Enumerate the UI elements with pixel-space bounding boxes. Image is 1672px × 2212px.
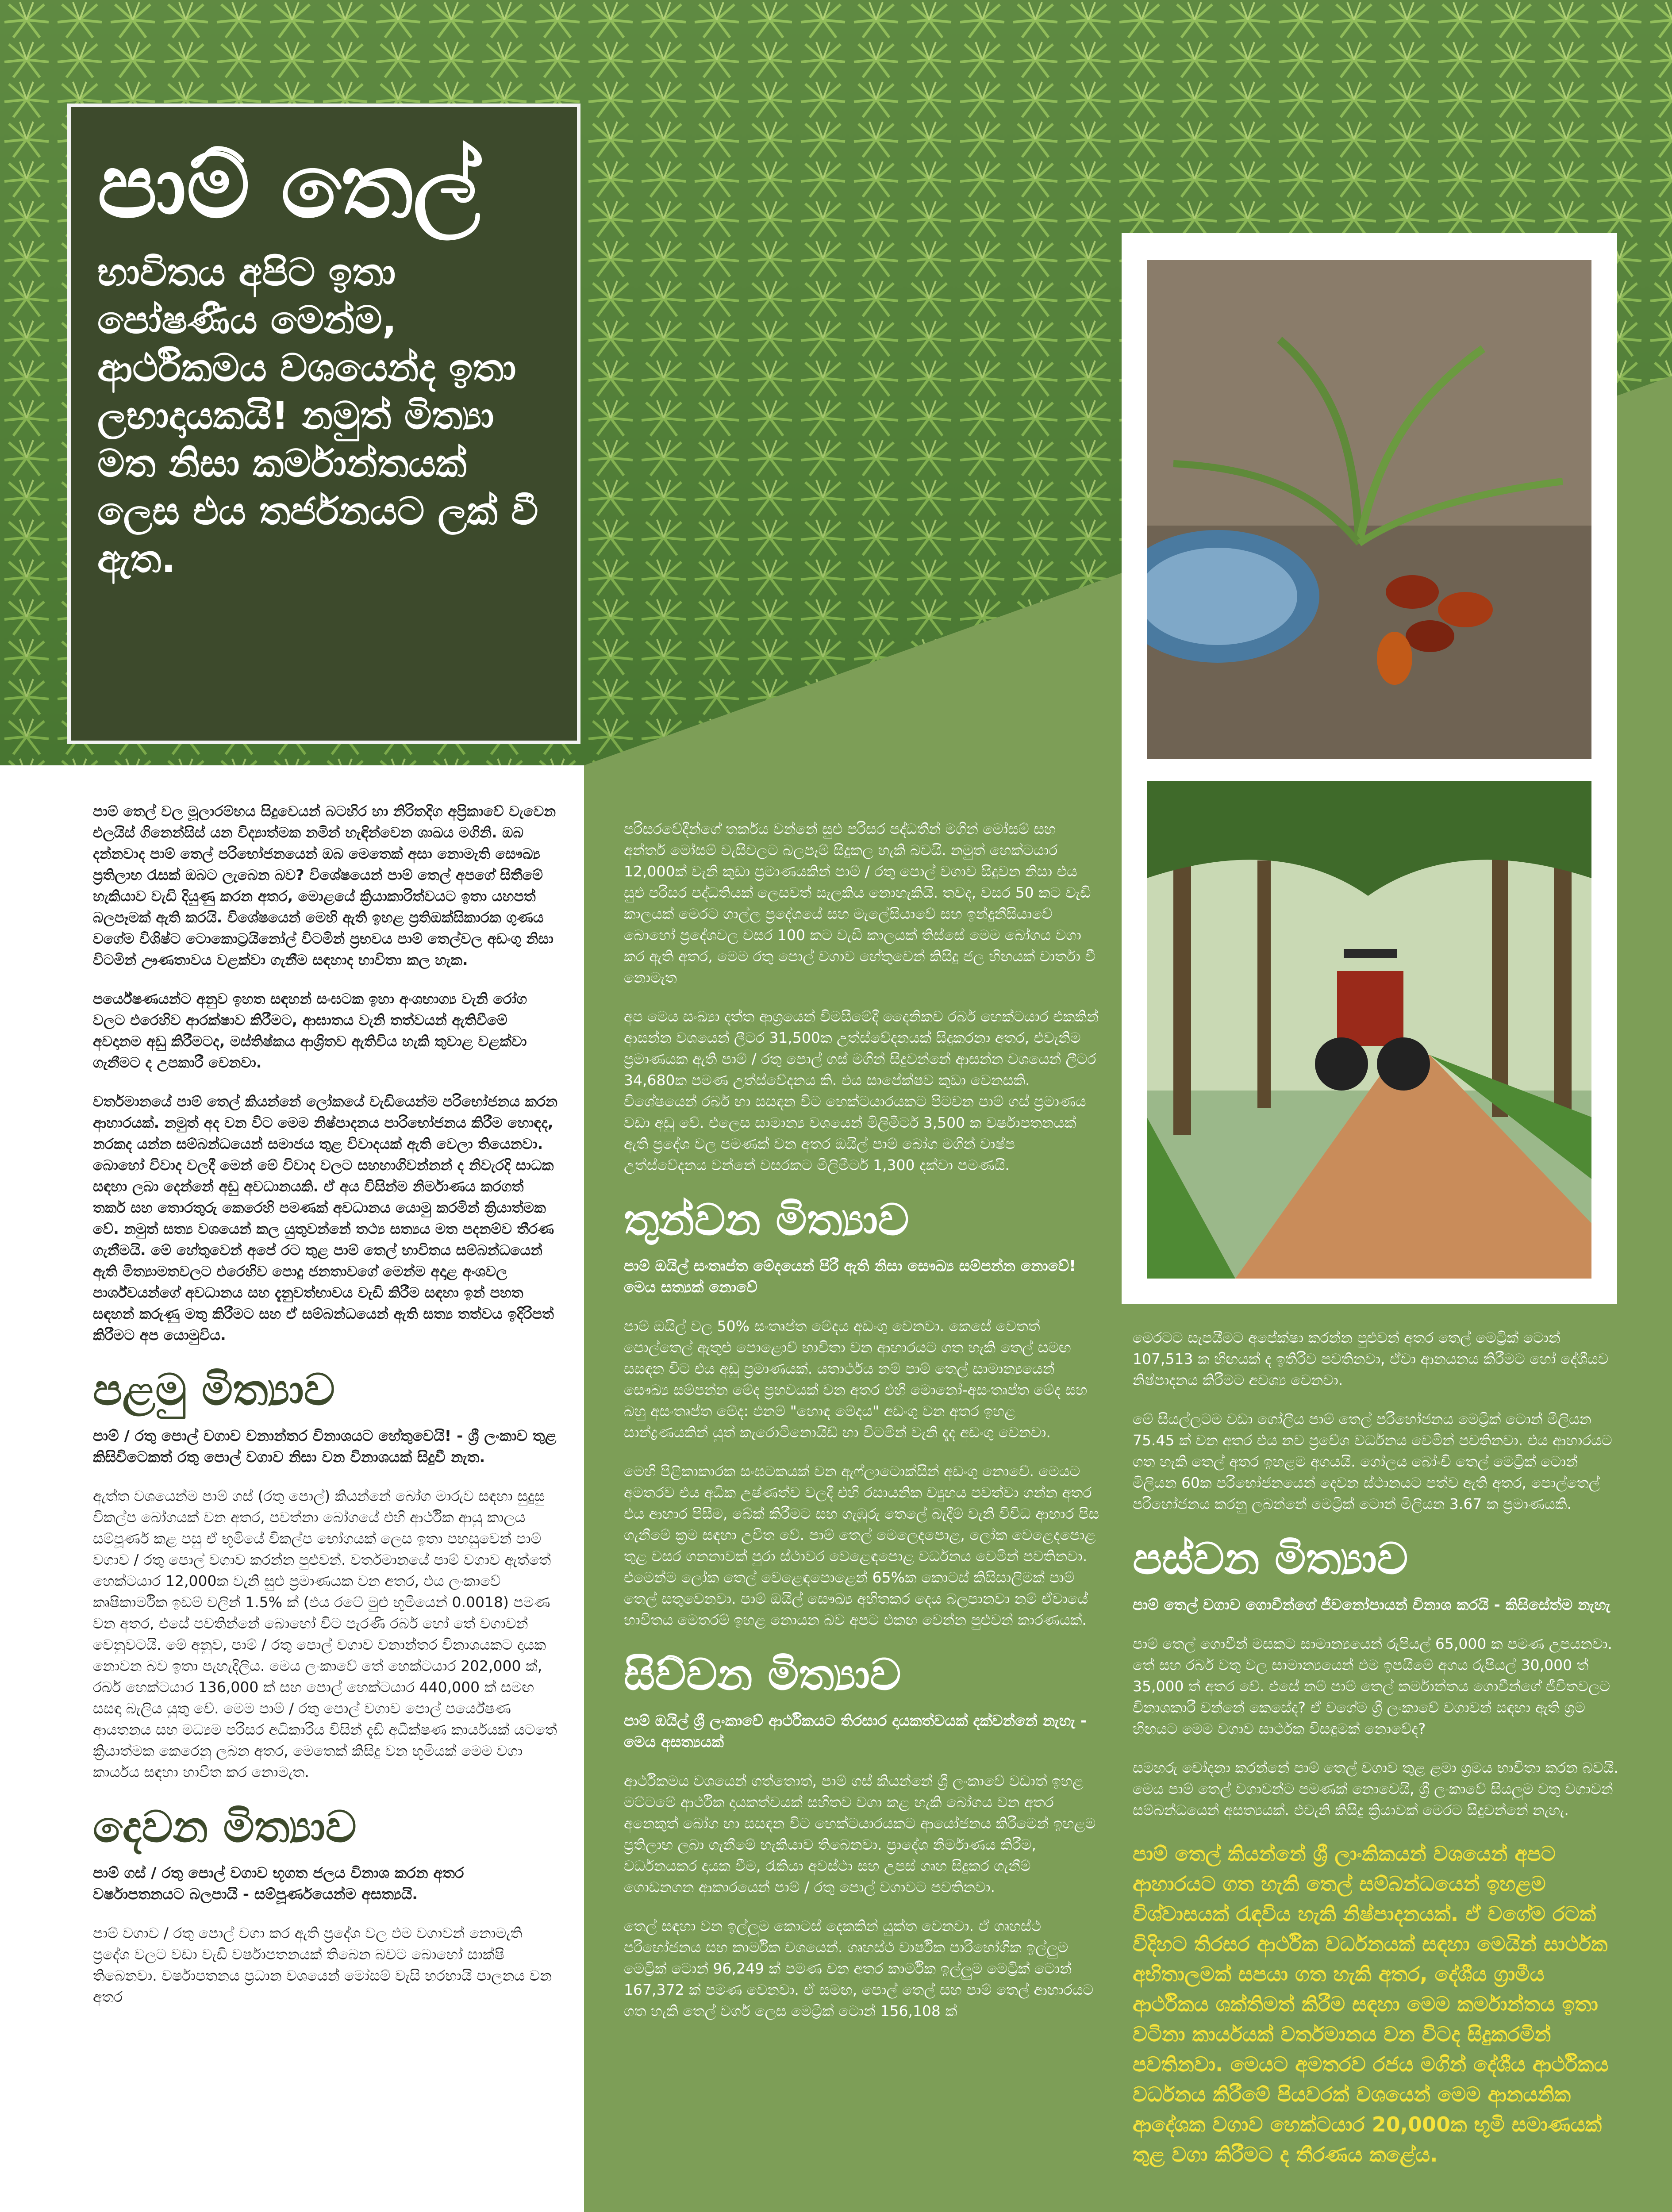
myth-4-title: සිව්වන මිත්‍යාව xyxy=(624,1650,901,1700)
myth-5-subtitle: පාම් තෙල් වගාව ගොවීන්ගේ ජීවනෝපායන් විනාශ කරයි - කිසිසේත්ම නැහැ xyxy=(1133,1596,1611,1614)
palm-seedling-photo xyxy=(1147,260,1591,759)
myth-3-title: තුන්වන මිත්‍යාව xyxy=(624,1195,909,1245)
right-paragraph-2: මේ සියල්ලටම වඩා ගෝලීය පාම් තෙල් පරිභෝජනය මෙට්‍රික් ටොන් මිලියන 75.45 ක් වන අතර එය නව ප්‍රවේශ වර්ධනය වෙමින් පවතිනවා. එය ආහාරයට ගත හැකි තෙල් අතර ඉහළම අගයයි. ගෝලය බෝංචි තෙල් මෙට්‍රික් ටොන් මිලියන 60ක පරිභෝජනයෙන් දෙවන ස්ථානයට පත්ව ඇති අතර, පොල්තෙල් පරිභෝජනය කරනු ලබන්නේ මෙට්‍රික් ටොන් මිලියන 3.67 ක ප්‍රමාණයකි. xyxy=(1133,1410,1612,1513)
column-right xyxy=(1133,1327,1619,2187)
conclusion-highlight: පාම් තෙල් කියන්නේ ශ්‍රී ලාංකිකයන් වශයෙන් අපට ආහාරයට ගත හැකි තෙල් සම්බන්ධයෙන් ඉහළම විශ්වාසයක් රැඳවිය හැකි නිෂ්පාදනයක්. ඒ වගේම රටක් විදිහට තිරසර ආර්ථික වර්ධනයක් සඳහා මෙයින් සාර්ථක අභිතාලමක් සපයා ගත හැකි අතර, දේශීය ග්‍රාමීය ආර්ථිකය ශක්තිමත් කිරීම සඳහා මෙම කර්මාන්තය ඉතා වටිනා කාර්යයක් වර්තමානය වන විටද සිදුකරමින් පවතිනවා. මෙයට අමතරව රජය මගින් දේශීය ආර්ථිකය වර්ධනය කිරීමේ පියවරක් වශයෙන් මෙම ආනයනික ආදේශක වගාව හෙක්ටයාර 20,000ක භූමි සමාණයක් තුළ වගා කිරීමට ද තීරණය කළේය. xyxy=(1133,1842,1609,2166)
intro-paragraph-3: වර්තමානයේ පාම් තෙල් කියන්නේ ලෝකයේ වැඩියෙන්ම පරිභෝජනය කරන ආහාරයක්. නමුත් අද වන විට මෙම නිෂ්පාදනය පාරිභෝජනය කිරීම හොඳද, නරකද යන්න සම්බන්ධයෙන් සමාජය තුළ විවාදයක් ඇති වෙලා තියෙනවා. බොහෝ විවාද වලදී මෙන් මේ විවාද වලට සහභාගිවන්නන් ද නිවැරදි සාධක සඳහා ලබා දෙන්නේ අඩු අවධානයකි. ඒ අය විසින්ම නිර්මාණය කරගත් තර්ක සහ තොරතුරු කෙරෙහි පමණක් අවධානය යොමු කරමින් ක්‍රියාත්මක වේ. නමුත් සත්‍ය වශයෙන් කල යුතුවන්නේ තථ්‍ය සත්‍යය මත පදනම්ව තීරණ ගැනීමයි. මේ හේතුවෙන් අපේ රට තුළ පාම් තෙල් භාවිතය සම්බන්ධයෙන් ඇති මිත්‍යාමතවලට එරෙහිව පොදු ජනතාවගේ මෙන්ම අදාළ අංශවල පාර්ශ්වයන්ගේ අවධානය සහ දැනුවත්භාවය වැඩි කිරීම සඳහා ඉන් පහත සඳහන් කරුණු මතු කිරීමට සහ ඒ සම්බන්ධයෙන් ඇති සත්‍ය තත්වය ඉදිරිපත් කිරීමට අප යොමුවිය. xyxy=(93,1093,557,1344)
middle-paragraph-1: පරිසරවේදීන්ගේ තර්කය වන්නේ සුළු පරිසර පද්ධතීන් මගින් මෝසම් සහ අන්තර් මෝසම් වැසිවලට බලපෑම් සිදුකල හැකි බවයි. නමුත් හෙක්ටයාර 12,000ක් වැනි කුඩා ප්‍රමාණයකින් පාම් / රතු පොල් වගාව සිදුවන නිසා එය සුළු පරිසර පද්ධතියක් ලෙසවත් සැලකිය නොහැකියි. තවද, වසර 50 කට වැඩි කාලයක් මෙරට ගාල්ල ප්‍රදේශයේ සහ මැලේසියාවේ සහ ඉන්දුනීසියාවේ බොහෝ ප්‍රදේශවල වසර 100 කට වැඩි කාලයක් තිස්සේ මෙම බෝගය වගා කර ඇති අතර, මෙම රතු පොල් වගාව හේතුවෙන් කිසිදු ජල හිඟයක් වාර්තා වී නොමැත xyxy=(624,820,1096,986)
myth-5-body-2: සමහරු චෝදනා කරන්නේ පාම් තෙල් වගාව තුළ ළමා ශ්‍රමය භාවිතා කරන බවයි. මෙය පාම් තෙල් වගාවන්ට පමණක් නොවෙයි, ශ්‍රී ලංකාවේ සියලුම වතු වගාවන් සම්බන්ධයෙන් අසත්‍යයක්. එවැනි කිසිදු ක්‍රියාවක් මෙරට සිදුවන්නේ නැහැ. xyxy=(1133,1759,1618,1819)
myth-4-body-2: තෙල් සඳහා වන ඉල්ලුම කොටස් දෙකකින් යුක්ත වෙනවා. ඒ ගෘහස්ථ පරිභෝජනය සහ කාර්මික වශයෙන්. ගෘහස්ථ වාර්ෂික පාරිභෝගික ඉල්ලුම මෙට්‍රික් ටොන් 96,249 ක් පමණ වන අතර කාර්මික ඉල්ලුම මෙට්‍රික් ටොන් 167,372 ක් පමණ වෙනවා. ඒ සමඟ, පොල් තෙල් සහ පාම් තෙල් ආහාරයට ගත හැකි තෙල් වර්ග ලෙස මෙට්‍රික් ටොන් 156,108 ක් xyxy=(624,1917,1094,2020)
intro-paragraph-1: පාම් තෙල් වල මූලාරම්භය සිදුවෙයන් බටහිර හා නිරිතදිග අප්‍රිකාවේ වැවෙන එලයිස් ගිනෙන්සිස් යන විද්‍යාත්මක නමින් හැඳින්වෙන ශාඛය මගිනි. ඔබ දන්නවාද පාම් තෙල් පරිභෝජනයෙන් ඔබ මෙතෙක් අසා නොමැති සෞඛ්‍ය ප්‍රතිලාභ රැසක් ඔබට ලැබෙන බව? විශේෂයෙන් පාම් තෙල් අපගේ සිතීමේ හැකියාව වැඩි දියුණු කරන අතර, මොළයේ ක්‍රියාකාරිත්වයට ඉතා යහපත් බලපෑමක් ඇති කරයි. විශේෂයෙන් මෙහි ඇති ඉහළ ප්‍රතිඔක්සිකාරක ගුණය වගේම විශිෂ්ට ටොකොට්‍රයිනෝල් විටමින් ප්‍රභවය පාම් තෙල්වල අඩංගු නිසා විටමින් ඌණතාවය වළක්වා ගැනීම සඳහාද භාවිතා කල හැක. xyxy=(93,803,556,968)
myth-1-body: ඇත්ත වශයෙන්ම පාම් ගස් (රතු පොල්) කියන්නේ බෝග මාරුව සඳහා සුදුසු විකල්ප බෝගයක් වන අතර, පවත්නා බෝගයේ එහි ආර්ථික ආයු කාලය සම්පූර්ණ කළ පසු ඒ භූමියේ විකල්ප භෝගයක් ලෙස ඉතා පහසුවෙන් පාම් වගාව / රතු පොල් වගාව කරන්න පුළුවන්. වර්තමානයේ පාම් වගාව ඇත්තේ හෙක්ටයාර 12,000ක වැනි සුළු ප්‍රමාණයක වන අතර, එය ලංකාවේ කෘෂිකාර්මික ඉඩම් වලින් 1.5% ක් (එය රටේ මුළු භූමියෙන් 0.0018) පමණ වන අතර, එසේ පවතින්නේ බොහෝ විට පැරණි රබර් හෝ තේ වගාවන් වෙනුවටයි. මේ අනුව, පාම් / රතු පොල් වගාව වනාන්තර විනාශයකට දායක නොවන බව ඉතා පැහැදිලිය. මෙය ලංකාවේ තේ හෙක්ටයාර 202,000 ක්, රබර් හෙක්ටයාර 136,000 ක් සහ පොල් හෙක්ටයාර 440,000 ක් සමඟ සසඳා බැලිය යුතු වේ. මෙම පාම් / රතු පොල් වගාව පොල් පර්යේෂණ ආයතනය සහ මධ්‍යම පරිසර අධිකාරිය විසින් දැඩි අධීක්ෂණ කාර්යයක් යටතේ ක්‍රියාත්මක කෙරෙනු ලබන අතර, මෙතෙක් කිසිදු වන භූමියක් මෙම වගා කාර්යය සඳහා භාවිත කර නොමැත. xyxy=(93,1487,557,1781)
myth-1-subtitle: පාම් / රතු පොල් වගාව වනාන්තර විනාශයට හේතුවෙයි! - ශ්‍රී ලංකාව තුළ කිසිවිටෙකත් රතු පොල් වගාව නිසා වන විනාශයක් සිදුවී නැත. xyxy=(93,1427,557,1466)
page-title: පාම් තෙල් xyxy=(97,135,480,238)
column-middle xyxy=(624,818,1102,2039)
myth-2-subtitle: පාම් ගස් / රතු පොල් වගාව භූගත ජලය විනාශ කරන අතර වර්ෂාපතනයට බලපායි - සම්පූර්ණයෙන්ම අසත්‍යයි. xyxy=(93,1864,464,1903)
myth-5-title: පස්වන මිත්‍යාව xyxy=(1133,1534,1408,1584)
myth-2-title: දෙවන මිත්‍යාව xyxy=(93,1802,357,1852)
myth-1-title: පළමු මිත්‍යාව xyxy=(93,1365,335,1415)
intro-paragraph-2: පර්යේෂණයන්ට අනුව ඉහත සඳහන් සංඝටක ඉහා අංශභාග්‍ය වැනි රෝග වලට එරෙහිව ආරක්ෂාව කිරීමට, ආඝාතය වැනි තත්වයන් ඇතිවීමේ අවදානම අඩු කිරීමටද, මස්තිෂ්කය ආශ්‍රිතව ඇතිවිය හැකි තුවාළ වළක්වා ගැනීමට ද උපකාරී වෙනවා. xyxy=(93,990,527,1071)
column-left xyxy=(93,801,557,2025)
page-subtitle: භාවිතය අපිට ඉතා පෝෂණීය මෙන්ම, ආර්ථිකමය වශයෙන්ද ඉතා ලභාදායකයි! නමුත් මිත්‍යා මත නිසා කර්මාන්තයක් ලෙස එය තර්ජනයට ලක් වී ඇත. xyxy=(97,250,538,581)
myth-3-subtitle: පාම් ඔයිල් සංතෘප්ත මේදයෙන් පිරී ඇති නිසා සෞඛ්‍ය සම්පන්න නොවේ! මෙය සත්‍යක් නොවේ xyxy=(624,1257,1076,1296)
tractor-plantation-photo xyxy=(1147,781,1591,1279)
myth-5-body-1: පාම් තෙල් ගොවීන් මසකට සාමාන්‍යයෙන් රුපියල් 65,000 ක පමණ උපයනවා. තේ සහ රබර් වතු වල සාමාන්‍යයෙන් එම ඉපයීමේ අගය රුපියල් 30,000 ත් 35,000 ත් අතර වේ. එසේ නම් පාම් තෙල් කර්මාන්තය ගොවීන්ගේ ජීවිතවලට විනාශකාරී වන්නේ කෙසේද? ඒ වගේම ශ්‍රී ලංකාවේ වගාවන් සඳහා ඇති ශ්‍රම හිඟයට මෙම වගාව සාර්ථක විසඳුමක් නොවේද? xyxy=(1133,1635,1612,1737)
myth-4-subtitle: පාම් ඔයිල් ශ්‍රී ලංකාවේ ආර්ථිකයට තිරසාර දායකත්වයක් දක්වන්නේ නැහැ - මෙය අසත්‍යයක් xyxy=(624,1712,1087,1751)
title-box xyxy=(67,104,580,744)
myth-4-body-1: ආර්ථිකමය වශයෙන් ගත්තොත්, පාම් ගස් කියන්නේ ශ්‍රී ලංකාවේ වඩාත් ඉහළ මට්ටමේ ආර්ථික දායකත්වයක් සහිතව වගා කළ හැකි බෝගය වන අතර අනෙකුත් බෝග හා සසඳන විට හෙක්ටයාරයකට ආයෝජනය කිරීමෙන් ඉහළම ප්‍රතිලාභ ලබා ගැනීමේ හැකියාව තිබෙනවා. ප්‍රාදේශ නිර්මාණය කිරීම, වර්ධනයකර දායක වීම, රැකියා අවස්ථා සහ උපස් ගෘහ සිදුකර ගැනීම් ගොඩනගන ආකාරයෙන් පාම් / රතු පොල් වගාවට පවතිනවා. xyxy=(624,1772,1096,1896)
myth-2-body: පාම් වගාව / රතු පොල් වගා කර ඇති ප්‍රදේශ වල එම වගාවන් නොමැති ප්‍රදේශ වලට වඩා වැඩි වර්ෂාපතනයක් තිබෙන බවට බොහෝ සාක්ෂි තිබෙනවා. වර්ෂාපතනය ප්‍රධාන වශයෙන් මෝසම් වැසි හරහායි පාලනය වන අතර xyxy=(93,1924,552,2005)
middle-paragraph-2: අප මෙය සංඛ්‍යා දත්ත ආශ්‍රයෙන් විමසීමේදී දෛනිකව රබර් හෙක්ටයාර එකකින් ආසන්න වශයෙන් ලීටර 31,500ක උත්ස්වේදනයක් සිදුකරනා අතර, එවැනිම ප්‍රමාණයක ඇති පාම් / රතු පොල් ගස් මගින් සිදුවන්නේ ආසන්න වශයෙන් ලීටර 34,680ක පමණ උත්ස්වේදනය කි. එය සාපේක්ෂව කුඩා වෙනසකි. විශේෂයෙන් රබර් හා සසඳන විට හෙක්ටයාරයකට පිටවන පාම් ගස් ප්‍රමාණය වඩා අඩු වේ. එලෙස සාමාන්‍ය වශයෙන් මිලිමීටර් 3,500 ක වර්ෂාපතනයක් ඇති ප්‍රදේශ වල පමණක් වන අතර ඔයිල් පාම් බෝග මගින් වාෂ්ප උත්ස්වේදනය වන්නේ වසරකට මිලිමීටර් 1,300 දක්වා පමණයි. xyxy=(624,1008,1099,1174)
right-paragraph-1: මෙරටට සැපයීමට අපේක්ෂා කරන්න පුළුවන් අතර තෙල් මෙට්‍රික් ටොන් 107,513 ක හිඟයක් ද ඉතිරිව පවතිනවා, ඒවා ආනයනය කිරීමට හෝ දේශීයව නිෂ්පාදනය කිරීමට අවශ්‍ය වෙනවා. xyxy=(1133,1329,1609,1389)
myth-3-body-1: පාම් ඔයිල් වල 50% සංතෘප්ත මේදය අඩංගු වෙනවා. කෙසේ වෙතත් පොල්තෙල් ඇතුළු පොළොව් භාවිතා වන ආහාරයට ගත හැකි තෙල් සමඟ සසඳන විට එය අඩු ප්‍රමාණයක්. යතාර්ථය නම් පාම් තෙල් සාමාන්‍යයෙන් සෞඛ්‍ය සම්පන්න මේද ප්‍රභවයක් වන අතර එහි මොනෝ-අසංතෘප්ත මේද සහ බහු අසංතෘප්ත මේද: එනම් "හොඳ මේදය" අඩංගු වන අතර ඉහළ සාන්ද්‍රණයකින් යුත් කැරොටිනොයිඩ් හා විටමින් වැනි දෑද අඩංගු වෙනවා. xyxy=(624,1317,1088,1441)
myth-3-body-2: මෙහි පිළිකාකාරක සංඝටකයක් වන ඇෆ්ලාටොක්සින් අඩංගු නොවේ. මෙයට අමතරව එය අධික උෂ්ණත්ව වලදී එහි රසායනික ව්‍යුහය පවත්වා ගන්න අතර එය ආහාර පිසීම, බේක් කිරීමට සහ ගැඹුරු තෙලේ බැදීම් වැනි විවිධ ආහාර පිස ගැනීමේ ක්‍රම සඳහා උචිත වේ. පාම් තෙල් මෙලෙදපොළ, ලෝක වෙළෙදපොළ තුළ වසර ගනනාවක් පුරා ස්ථාවර වෙළෙඳපොළ වර්ධනය වෙමින් පවතිනවා. එමෙන්ම ලෝක තෙල් වෙළෙඳපොළෙන් 65%ක කොටස් කිසිසාලිමක් පාම් තෙල් සතුවෙනවා. පාම් ඔයිල් සෞඛ්‍ය අහිතකර දෙය බලපානවා නම් ඒවායේ භාවිතය මෙතරම් ඉහළ නොයන බව අපට එකඟ වෙන්න පුළුවන් කාරණයක්. xyxy=(624,1463,1099,1628)
